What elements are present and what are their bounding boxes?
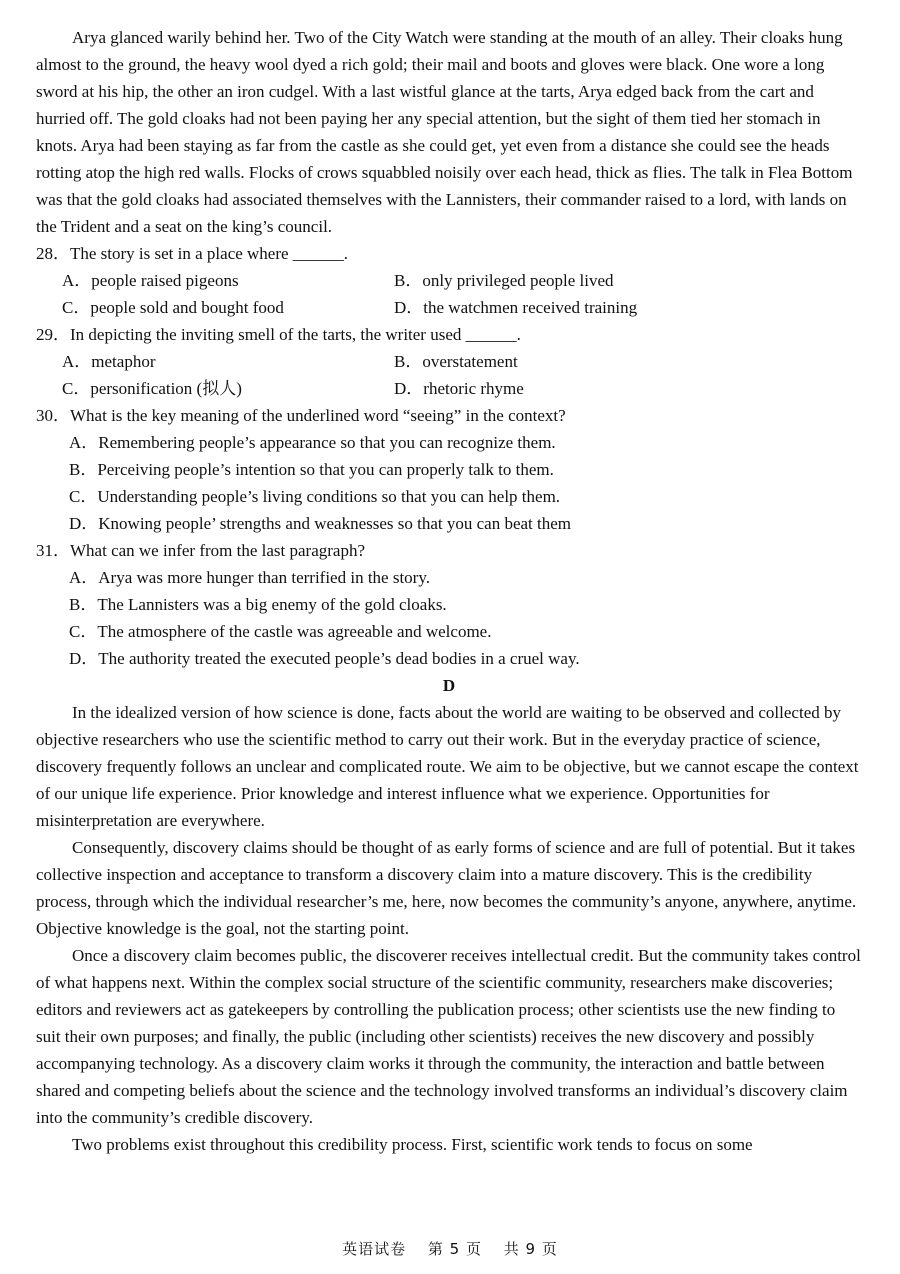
option-b: B．overstatement	[394, 352, 518, 371]
option-d: D．Knowing people’ strengths and weaknesses so that you can beat them	[69, 514, 572, 533]
question-28	[36, 240, 862, 321]
options-list	[36, 564, 862, 672]
section-heading: D	[442, 676, 456, 695]
option-d: D．rhetoric rhyme	[394, 379, 524, 398]
question-stem: 31．What can we infer from the last paragraph?	[36, 541, 365, 560]
option-b: B．Perceiving people’s intention so that you can properly talk to them.	[69, 460, 554, 479]
option-c: C．people sold and bought food	[62, 298, 284, 317]
options-grid	[36, 267, 862, 321]
footer-page-number: 第 5 页	[427, 1240, 482, 1258]
passage-d-paragraph-2: Consequently, discovery claims should be thought of as early forms of science and are full of potential. But it takes collective inspection and acceptance to transform a discovery claim into a mature discovery. This is the credibility process, through which the individual researcher’s me, here, now becomes the community’s anyone, anywhere, anytime. Objective knowledge is the goal, not the starting point.	[36, 838, 857, 938]
option-d: D．The authority treated the executed people’s dead bodies in a cruel way.	[69, 649, 580, 668]
passage-c-paragraph: Arya glanced warily behind her. Two of the City Watch were standing at the mouth of an alley. Their cloaks hung almost to the ground, the heavy wool dyed a rich gold; their mail and boots and gloves were black. One wore a long sword at his hip, the other an iron cudgel. With a last wistful glance at the tarts, Arya edged back from the cart and hurried off. The gold cloaks had not been paying her any special attention, but the sight of them tied her stomach in knots. Arya had been staying as far from the castle as she could get, yet even from a distance she could see the heads rotting atop the high red walls. Flocks of crows squabbled noisily over each head, thick as flies. The talk in Flea Bottom was that the gold cloaks had associated themselves with the Lannisters, their commander raised to a lord, with lands on the Trident and a seat on the king’s council.	[36, 28, 853, 236]
passage-d-paragraph-3: Once a discovery claim becomes public, the discoverer receives intellectual credit. But the community takes control of what happens next. Within the complex social structure of the scientific community, researchers make discoveries; editors and reviewers act as gatekeepers by controlling the publication process; other scientists use the new finding to suit their own purposes; and finally, the public (including other scientists) receives the new discovery and possibly accompanying technology. As a discovery claim works it through the community, the interaction and battle between shared and competing beliefs about the science and the technology involved transforms an individual’s discovery claim into the community’s credible discovery.	[36, 946, 861, 1127]
passage-d-paragraph-4: Two problems exist throughout this credibility process. First, scientific work tends to focus on some	[72, 1135, 753, 1154]
question-stem: 28．The story is set in a place where ______.	[36, 244, 349, 263]
option-b: B．only privileged people lived	[394, 271, 614, 290]
question-stem: 30．What is the key meaning of the underlined word “seeing” in the context?	[36, 406, 566, 425]
question-stem: 29．In depicting the inviting smell of the tarts, the writer used ______.	[36, 325, 521, 344]
option-a: A．Arya was more hunger than terrified in the story.	[69, 568, 430, 587]
footer-subject: 英语试卷	[342, 1240, 407, 1258]
option-a: A．metaphor	[62, 352, 156, 371]
option-b: B．The Lannisters was a big enemy of the gold cloaks.	[69, 595, 447, 614]
option-c: C．The atmosphere of the castle was agreeable and welcome.	[69, 622, 492, 641]
option-c: C．Understanding people’s living conditions so that you can help them.	[69, 487, 561, 506]
question-30	[36, 402, 862, 537]
options-list	[36, 429, 862, 537]
question-29	[36, 321, 862, 402]
option-d: D．the watchmen received training	[394, 298, 638, 317]
option-a: A．Remembering people’s appearance so that you can recognize them.	[69, 433, 556, 452]
options-grid	[36, 348, 862, 402]
footer-total-pages: 共 9 页	[503, 1240, 558, 1258]
exam-page	[36, 24, 862, 1158]
passage-d-paragraph-1: In the idealized version of how science is done, facts about the world are waiting to be observed and collected by objective researchers who use the scientific method to carry out their work. But in the everyday practice of science, discovery frequently follows an unclear and complicated route. We aim to be objective, but we cannot escape the context of our unique life experience. Prior knowledge and interest influence what we experience. Opportunities for misinterpretation are everywhere.	[36, 703, 859, 830]
question-31	[36, 537, 862, 672]
page-footer	[0, 1236, 900, 1263]
option-c: C．personification (拟人)	[62, 379, 242, 398]
option-a: A．people raised pigeons	[62, 271, 239, 290]
